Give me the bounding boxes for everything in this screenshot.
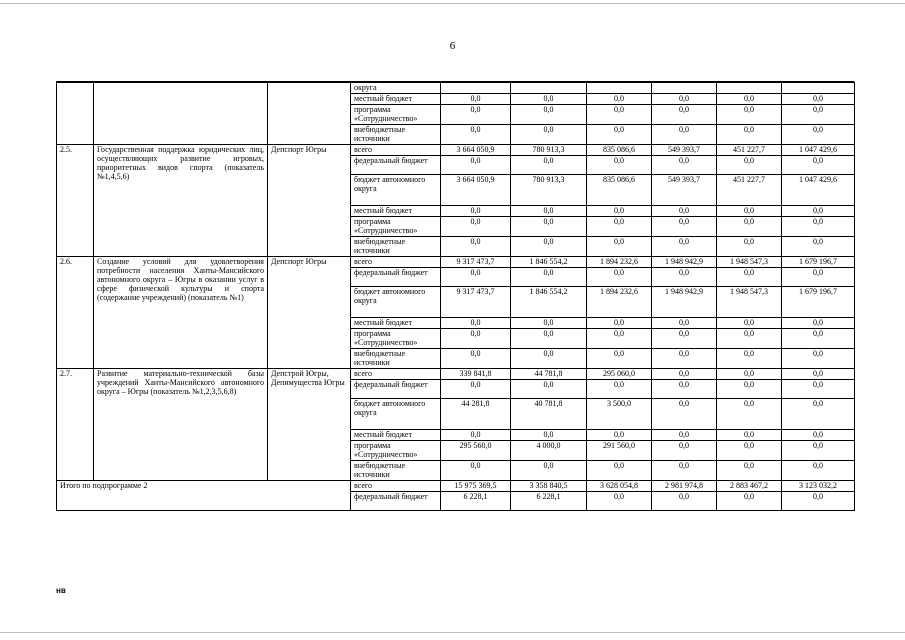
item-1-row-value-3: 0,0	[587, 237, 652, 257]
total-row-value-6: 3 123 032,2	[782, 481, 855, 492]
item-2-row-value-4: 1 948 942,9	[652, 287, 717, 318]
item-3-row-value-3: 0,0	[587, 430, 652, 441]
item-1-row-value-4: 0,0	[652, 206, 717, 217]
cont-row-value-2: 0,0	[511, 125, 587, 145]
item-2-row-value-1: 9 317 473,7	[441, 287, 511, 318]
total-row-source: всего	[351, 481, 441, 492]
item-3-row-source: местный бюджет	[351, 430, 441, 441]
item-2-row-value-4: 0,0	[652, 268, 717, 287]
cont-row-value-6: 0,0	[782, 94, 855, 105]
item-1-row-value-3: 835 086,6	[587, 175, 652, 206]
item-2-row-value-5: 0,0	[717, 318, 782, 329]
item-3-row-source: федеральный бюджет	[351, 380, 441, 399]
cont-row-source: внебюджетные источники	[351, 125, 441, 145]
cont-num-cell	[57, 83, 94, 145]
cont-row-value-5: 0,0	[717, 105, 782, 125]
item-2-row-value-2: 0,0	[511, 349, 587, 369]
item-1-row-value-4: 0,0	[652, 156, 717, 175]
total-row-value-4: 0,0	[652, 492, 717, 511]
cont-row-value-1: 0,0	[441, 94, 511, 105]
item-1-row-value-6: 0,0	[782, 206, 855, 217]
item-2-row-value-1: 0,0	[441, 349, 511, 369]
item-3-row-value-2: 44 781,8	[511, 369, 587, 380]
item-2-row-value-4: 1 948 942,9	[652, 257, 717, 268]
item-1-row-value-6: 0,0	[782, 156, 855, 175]
item-3-row-value-4: 0,0	[652, 380, 717, 399]
cont-row-source: округа	[351, 83, 441, 94]
item-1-row-value-5: 451 227,7	[717, 175, 782, 206]
item-3-row-value-6: 0,0	[782, 461, 855, 481]
cont-row-value-5	[717, 83, 782, 94]
item-3-row-value-1: 339 841,8	[441, 369, 511, 380]
item-2-row-value-2: 1 846 554,2	[511, 257, 587, 268]
item-1-row-value-3: 835 086,6	[587, 145, 652, 156]
item-1-row-value-5: 0,0	[717, 217, 782, 237]
total-row-value-2: 6 228,1	[511, 492, 587, 511]
item-2-row-value-5: 0,0	[717, 329, 782, 349]
item-3-row-value-4: 0,0	[652, 399, 717, 430]
item-1-row-value-6: 1 047 429,6	[782, 145, 855, 156]
item-1-row-source: бюджет автономного округа	[351, 175, 441, 206]
item-3-row-value-5: 0,0	[717, 461, 782, 481]
item-2-row-value-5: 0,0	[717, 268, 782, 287]
item-1-row-value-2: 780 913,3	[511, 175, 587, 206]
item-1-row-value-1: 3 664 050,9	[441, 175, 511, 206]
item-2-row-source: бюджет автономного округа	[351, 287, 441, 318]
cont-row-value-3	[587, 83, 652, 94]
item-3-row-value-2: 4 000,0	[511, 441, 587, 461]
item-2-row-value-6: 1 679 196,7	[782, 287, 855, 318]
cont-row-value-1: 0,0	[441, 125, 511, 145]
item-3-row-value-5: 0,0	[717, 430, 782, 441]
item-3-row-value-6: 0,0	[782, 369, 855, 380]
item-3-row-value-2: 0,0	[511, 430, 587, 441]
total-row-value-2: 3 358 840,5	[511, 481, 587, 492]
item-1-row-source: всего	[351, 145, 441, 156]
scan-edge-top	[0, 3, 905, 4]
item-1-row-value-3: 0,0	[587, 156, 652, 175]
item-2-row-value-4: 0,0	[652, 349, 717, 369]
item-1-row-value-2: 0,0	[511, 156, 587, 175]
item-1-row-value-4: 549 393,7	[652, 175, 717, 206]
cont-row-value-6: 0,0	[782, 105, 855, 125]
item-3-row-value-6: 0,0	[782, 399, 855, 430]
item-3-row-value-2: 0,0	[511, 380, 587, 399]
item-2-row-value-1: 0,0	[441, 268, 511, 287]
cont-row-value-4: 0,0	[652, 94, 717, 105]
item-executor: Депспорт Югры	[268, 145, 351, 257]
cont-row-source: программа «Сотрудничество»	[351, 105, 441, 125]
item-1-row-value-3: 0,0	[587, 206, 652, 217]
item-executor: Депспорт Югры	[268, 257, 351, 369]
item-3-row-source: бюджет автономного округа	[351, 399, 441, 430]
cont-row-value-4: 0,0	[652, 105, 717, 125]
item-3-row-value-2: 40 781,8	[511, 399, 587, 430]
item-2-row-value-5: 1 948 547,3	[717, 257, 782, 268]
total-row	[57, 481, 855, 492]
item-2-row-source: местный бюджет	[351, 318, 441, 329]
table-row	[57, 369, 855, 380]
item-3-row-value-5: 0,0	[717, 380, 782, 399]
item-2-row-value-3: 0,0	[587, 318, 652, 329]
item-2-row-value-5: 0,0	[717, 349, 782, 369]
total-row-value-5: 2 883 467,2	[717, 481, 782, 492]
item-3-row-value-1: 0,0	[441, 461, 511, 481]
item-2-row-value-2: 1 846 554,2	[511, 287, 587, 318]
item-3-row-value-4: 0,0	[652, 369, 717, 380]
item-2-row-value-3: 1 894 232,6	[587, 257, 652, 268]
item-2-row-value-6: 0,0	[782, 329, 855, 349]
item-2-row-value-1: 0,0	[441, 329, 511, 349]
total-row-value-5: 0,0	[717, 492, 782, 511]
total-row-value-3: 3 628 054,8	[587, 481, 652, 492]
item-2-row-source: программа «Сотрудничество»	[351, 329, 441, 349]
item-1-row-value-5: 0,0	[717, 156, 782, 175]
cont-row-value-4: 0,0	[652, 125, 717, 145]
item-3-row-value-3: 3 500,0	[587, 399, 652, 430]
item-1-row-value-4: 0,0	[652, 237, 717, 257]
total-label: Итого по подпрограмме 2	[57, 481, 351, 511]
item-name: Развитие материально-технической базы учреждений Ханты-Мансийского автономного округа – Югры (показатель №1,2,3,5,6,8)	[94, 369, 268, 481]
total-row-value-4: 2 981 974,8	[652, 481, 717, 492]
item-3-row-value-5: 0,0	[717, 441, 782, 461]
item-1-row-value-6: 0,0	[782, 217, 855, 237]
cont-row-value-6	[782, 83, 855, 94]
item-1-row-value-4: 0,0	[652, 217, 717, 237]
item-2-row-source: внебюджетные источники	[351, 349, 441, 369]
cont-row-value-1: 0,0	[441, 105, 511, 125]
cont-row-source: местный бюджет	[351, 94, 441, 105]
item-2-row-value-6: 0,0	[782, 318, 855, 329]
item-3-row-value-6: 0,0	[782, 441, 855, 461]
item-3-row-value-6: 0,0	[782, 380, 855, 399]
item-name: Государственная поддержка юридических лиц, осуществляющих развитие игровых, приоритетных видов спорта (показатель №1,4,5,6)	[94, 145, 268, 257]
item-1-row-value-5: 451 227,7	[717, 145, 782, 156]
cont-row-value-6: 0,0	[782, 125, 855, 145]
item-1-row-value-1: 0,0	[441, 237, 511, 257]
item-3-row-value-1: 0,0	[441, 430, 511, 441]
total-row-value-1: 15 975 369,5	[441, 481, 511, 492]
item-1-row-source: федеральный бюджет	[351, 156, 441, 175]
item-2-row-value-6: 1 679 196,7	[782, 257, 855, 268]
item-3-row-source: всего	[351, 369, 441, 380]
budget-table	[56, 82, 855, 511]
footer-code: нв	[56, 586, 66, 595]
item-2-row-value-3: 1 894 232,6	[587, 287, 652, 318]
item-1-row-value-2: 0,0	[511, 237, 587, 257]
item-3-row-value-4: 0,0	[652, 461, 717, 481]
item-1-row-value-6: 1 047 429,6	[782, 175, 855, 206]
item-3-row-value-6: 0,0	[782, 430, 855, 441]
item-executor: Депстрой Югры, Депимущества Югры	[268, 369, 351, 481]
cont-row-value-3: 0,0	[587, 94, 652, 105]
item-2-row-value-5: 1 948 547,3	[717, 287, 782, 318]
table-row	[57, 145, 855, 156]
total-row-value-1: 6 228,1	[441, 492, 511, 511]
item-2-row-value-6: 0,0	[782, 349, 855, 369]
cont-row-value-5: 0,0	[717, 125, 782, 145]
item-2-row-value-3: 0,0	[587, 268, 652, 287]
item-1-row-value-6: 0,0	[782, 237, 855, 257]
total-row-value-3: 0,0	[587, 492, 652, 511]
cont-row-value-2: 0,0	[511, 105, 587, 125]
item-3-row-value-1: 295 560,0	[441, 441, 511, 461]
item-3-row-value-5: 0,0	[717, 369, 782, 380]
item-1-row-value-1: 0,0	[441, 217, 511, 237]
item-2-row-value-1: 9 317 473,7	[441, 257, 511, 268]
item-3-row-value-2: 0,0	[511, 461, 587, 481]
cont-row-value-1	[441, 83, 511, 94]
item-2-row-value-2: 0,0	[511, 329, 587, 349]
item-1-row-value-5: 0,0	[717, 206, 782, 217]
cont-row-value-2	[511, 83, 587, 94]
cont-row-value-3: 0,0	[587, 105, 652, 125]
cont-row-value-4	[652, 83, 717, 94]
item-1-row-value-2: 0,0	[511, 217, 587, 237]
item-3-row-value-3: 0,0	[587, 380, 652, 399]
cont-row-value-3: 0,0	[587, 125, 652, 145]
item-2-row-value-2: 0,0	[511, 318, 587, 329]
total-row-source: федеральный бюджет	[351, 492, 441, 511]
item-3-row-value-1: 0,0	[441, 380, 511, 399]
item-2-row-value-2: 0,0	[511, 268, 587, 287]
cont-executor-cell	[268, 83, 351, 145]
item-1-row-value-2: 0,0	[511, 206, 587, 217]
item-2-row-value-4: 0,0	[652, 329, 717, 349]
table-row	[57, 257, 855, 268]
item-3-row-source: внебюджетные источники	[351, 461, 441, 481]
item-2-row-value-6: 0,0	[782, 268, 855, 287]
item-number: 2.7.	[57, 369, 94, 481]
item-3-row-value-3: 295 060,0	[587, 369, 652, 380]
item-1-row-source: местный бюджет	[351, 206, 441, 217]
cont-row-value-2: 0,0	[511, 94, 587, 105]
item-number: 2.6.	[57, 257, 94, 369]
item-2-row-source: всего	[351, 257, 441, 268]
cont-row-value-5: 0,0	[717, 94, 782, 105]
item-3-row-value-4: 0,0	[652, 430, 717, 441]
item-number: 2.5.	[57, 145, 94, 257]
item-1-row-value-1: 0,0	[441, 206, 511, 217]
item-2-row-value-3: 0,0	[587, 329, 652, 349]
item-3-row-value-3: 0,0	[587, 461, 652, 481]
item-3-row-value-5: 0,0	[717, 399, 782, 430]
budget-table-body	[57, 83, 855, 511]
item-1-row-source: внебюджетные источники	[351, 237, 441, 257]
scan-edge-bottom	[0, 632, 905, 633]
item-1-row-value-3: 0,0	[587, 217, 652, 237]
item-1-row-value-1: 0,0	[441, 156, 511, 175]
item-3-row-value-1: 44 281,8	[441, 399, 511, 430]
item-3-row-value-3: 291 560,0	[587, 441, 652, 461]
item-3-row-source: программа «Сотрудничество»	[351, 441, 441, 461]
page-number: 6	[449, 40, 456, 52]
item-3-row-value-4: 0,0	[652, 441, 717, 461]
item-1-row-value-5: 0,0	[717, 237, 782, 257]
cont-name-cell	[94, 83, 268, 145]
item-2-row-source: федеральный бюджет	[351, 268, 441, 287]
total-row-value-6: 0,0	[782, 492, 855, 511]
table-row	[57, 83, 855, 94]
item-1-row-source: программа «Сотрудничество»	[351, 217, 441, 237]
item-1-row-value-1: 3 664 050,9	[441, 145, 511, 156]
item-2-row-value-3: 0,0	[587, 349, 652, 369]
item-1-row-value-4: 549 393,7	[652, 145, 717, 156]
item-1-row-value-2: 780 913,3	[511, 145, 587, 156]
item-name: Создание условий для удовлетворения потребности населения Ханты-Мансийского автономного округа – Югры в оказании услуг в сфере физической культуры и спорта (содержание учреждений) (показатель №1)	[94, 257, 268, 369]
item-2-row-value-1: 0,0	[441, 318, 511, 329]
item-2-row-value-4: 0,0	[652, 318, 717, 329]
